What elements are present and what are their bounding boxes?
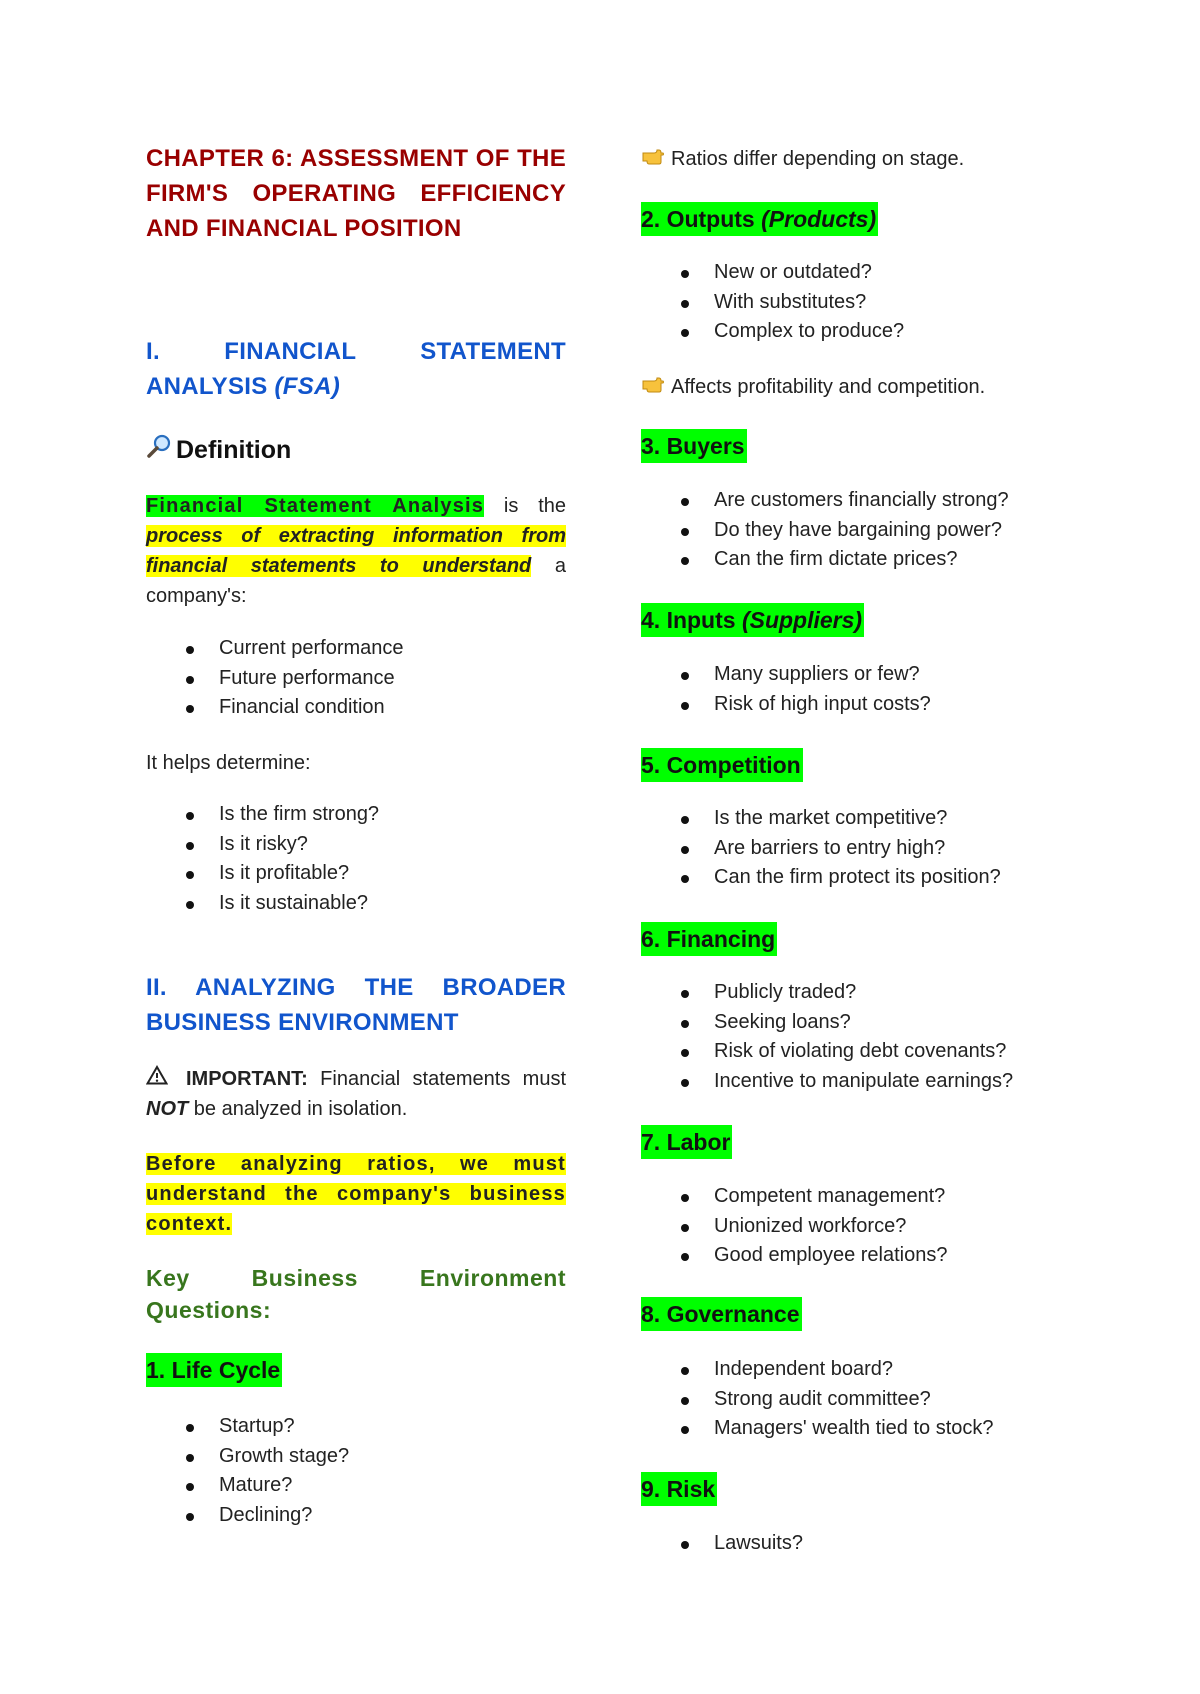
buyers-list	[641, 486, 1071, 575]
definition-paragraph: Financial Statement Analysis is the process of extracting information from financial statements to understand a company's:	[146, 495, 566, 607]
buyers-heading: 3. Buyers	[641, 429, 1071, 463]
list-item: Complex to produce?	[641, 317, 1071, 347]
note-profitability: Affects profitability and competition.	[641, 372, 1071, 402]
list-item: Declining?	[146, 1501, 566, 1531]
outputs-heading: 2. Outputs (Products)	[641, 202, 1071, 236]
governance-list	[641, 1355, 1071, 1444]
list-item: Seeking loans?	[641, 1008, 1071, 1038]
section-2-title: II. ANALYZING THE BROADER BUSINESS ENVIRONMENT	[146, 974, 566, 1036]
labor-heading: 7. Labor	[641, 1125, 1071, 1159]
list-item: Independent board?	[641, 1355, 1071, 1385]
competition-list	[641, 804, 1071, 893]
list-item: Incentive to manipulate earnings?	[641, 1067, 1071, 1097]
list-item: New or outdated?	[641, 258, 1071, 288]
definition-heading: Definition	[146, 434, 566, 465]
list-item: Financial condition	[146, 693, 566, 723]
note-ratios: Ratios differ depending on stage.	[641, 144, 1071, 174]
inputs-list	[641, 660, 1071, 719]
list-item: With substitutes?	[641, 288, 1071, 318]
list-item: Is it sustainable?	[146, 889, 566, 919]
list-item: Is the firm strong?	[146, 800, 566, 830]
list-item: Growth stage?	[146, 1442, 566, 1472]
governance-heading: 8. Governance	[641, 1297, 1071, 1331]
list-item: Managers' wealth tied to stock?	[641, 1414, 1071, 1444]
list-item: Competent management?	[641, 1182, 1071, 1212]
financing-heading: 6. Financing	[641, 922, 1071, 956]
list-item: Lawsuits?	[641, 1529, 1071, 1559]
section-1-title: I. FINANCIAL STATEMENT ANALYSIS (FSA)	[146, 338, 566, 400]
financing-list	[641, 978, 1071, 1096]
term: Financial Statement Analysis	[146, 495, 485, 517]
list-item: Are barriers to entry high?	[641, 834, 1071, 864]
pointing-hand-icon	[641, 144, 671, 174]
list-item: Risk of high input costs?	[641, 690, 1071, 720]
competition-heading: 5. Competition	[641, 748, 1071, 782]
outputs-list	[641, 258, 1071, 347]
helps-list	[146, 800, 566, 918]
list-item: Current performance	[146, 634, 566, 664]
definition-list	[146, 634, 566, 723]
key-questions-heading: Key Business Environment Questions:	[146, 1265, 566, 1323]
list-item: Mature?	[146, 1471, 566, 1501]
list-item: Publicly traded?	[641, 978, 1071, 1008]
list-item: Good employee relations?	[641, 1241, 1071, 1271]
list-item: Do they have bargaining power?	[641, 516, 1071, 546]
inputs-heading: 4. Inputs (Suppliers)	[641, 603, 1071, 637]
list-item: Unionized workforce?	[641, 1212, 1071, 1242]
list-item: Strong audit committee?	[641, 1385, 1071, 1415]
list-item: Is the market competitive?	[641, 804, 1071, 834]
chapter-title: CHAPTER 6: ASSESSMENT OF THE FIRM'S OPERATING EFFICIENCY AND FINANCIAL POSITION	[146, 145, 566, 242]
list-item: Can the firm protect its position?	[641, 863, 1071, 893]
list-item: Future performance	[146, 664, 566, 694]
life-cycle-heading: 1. Life Cycle	[146, 1353, 566, 1387]
risk-list	[641, 1529, 1071, 1559]
risk-heading: 9. Risk	[641, 1472, 1071, 1506]
list-item: Risk of violating debt covenants?	[641, 1037, 1071, 1067]
pointing-hand-icon	[641, 372, 671, 402]
list-item: Startup?	[146, 1412, 566, 1442]
list-item: Are customers financially strong?	[641, 486, 1071, 516]
definition-highlight: process of extracting information from financial statements to understand	[146, 525, 566, 577]
helps-intro: It helps determine:	[146, 752, 311, 774]
list-item: Many suppliers or few?	[641, 660, 1071, 690]
list-item: Is it risky?	[146, 830, 566, 860]
context-callout: Before analyzing ratios, we must understand the company's business context.	[146, 1153, 566, 1235]
life-cycle-list	[146, 1412, 566, 1530]
labor-list	[641, 1182, 1071, 1271]
list-item: Can the firm dictate prices?	[641, 545, 1071, 575]
magnifying-glass-icon	[146, 434, 176, 465]
list-item: Is it profitable?	[146, 859, 566, 889]
warning-icon	[146, 1064, 186, 1094]
important-paragraph: IMPORTANT: Financial statements must NOT be analyzed in isolation.	[146, 1064, 566, 1124]
